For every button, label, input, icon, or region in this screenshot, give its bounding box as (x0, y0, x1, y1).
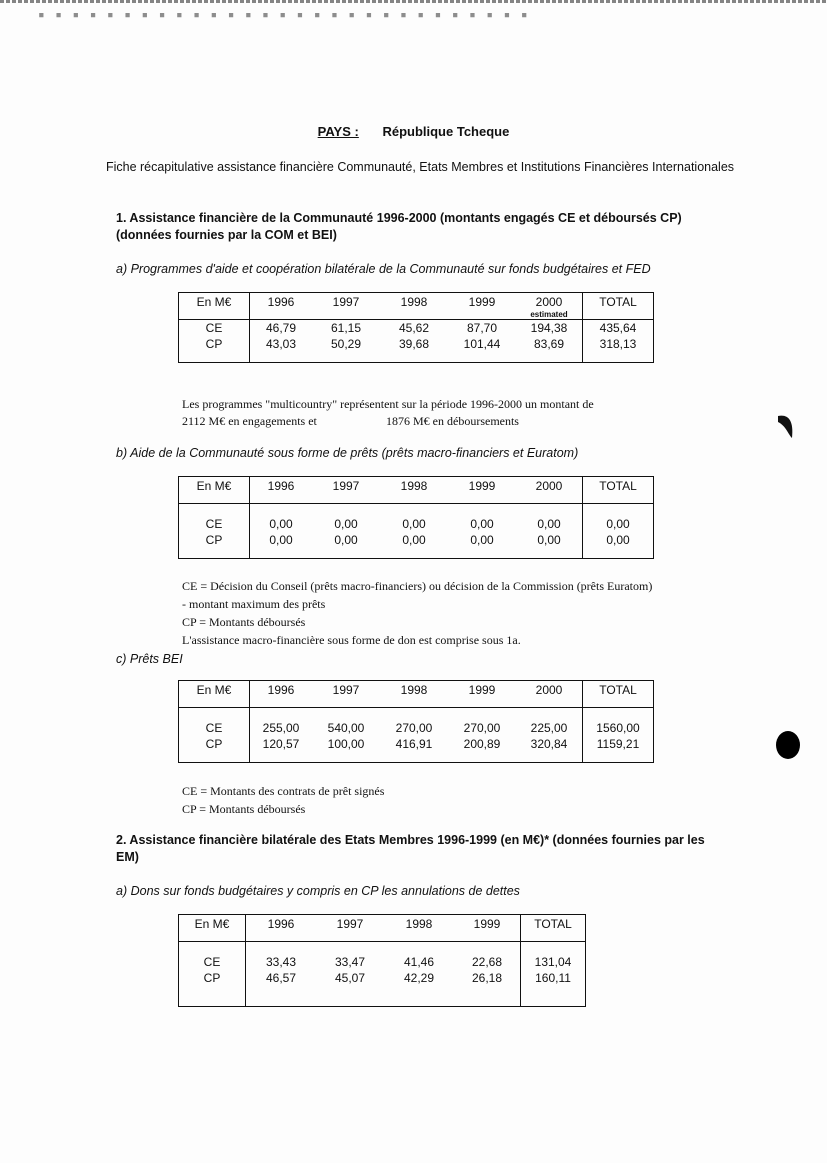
cell: 416,91 (395, 737, 433, 751)
pays-value: République Tcheque (382, 124, 510, 139)
cell: 0,00 (269, 533, 293, 547)
table-row (179, 954, 586, 970)
row-label: CP (179, 970, 246, 986)
table-row (179, 720, 654, 736)
cell: 45,62 (398, 321, 430, 335)
total-header: TOTAL (583, 477, 654, 504)
section1c-heading: c) Prêts BEI (116, 652, 183, 666)
total-header: TOTAL (583, 293, 654, 320)
table-row (179, 736, 654, 752)
punch-hole-mark (776, 731, 800, 759)
cell: 0,00 (402, 517, 426, 531)
fax-transmission-line (0, 0, 827, 3)
cell: 33,43 (265, 955, 297, 969)
cell: 200,89 (463, 737, 501, 751)
section2a-heading: a) Dons sur fonds budgétaires y compris en CP les annulations de dettes (116, 884, 520, 898)
cell: 0,00 (269, 517, 293, 531)
section1-heading: 1. Assistance financière de la Communauté 1996-2000 (montants engagés CE et déboursés CP) (données fournies par la COM et BEI) (116, 211, 682, 242)
cell: 0,00 (470, 533, 494, 547)
pays-label: PAYS : (317, 124, 359, 139)
year-header: 1997 (312, 293, 380, 320)
section2-heading: 2. Assistance financière bilatérale des Etats Membres 1996-1999 (en M€)* (données fournies par les EM) (116, 833, 705, 864)
year-header: 1996 (250, 681, 313, 708)
row-label: CP (179, 532, 250, 548)
table-header-row (179, 681, 654, 708)
year-header: 1998 (380, 477, 448, 504)
total-header: TOTAL (521, 915, 586, 942)
table-row (179, 320, 654, 337)
table-corner: En M€ (179, 681, 250, 708)
table-1a (178, 292, 654, 363)
cell: 46,79 (265, 321, 297, 335)
note-cp-definition: CP = Montants déboursés (182, 615, 306, 629)
cell: 225,00 (530, 721, 568, 735)
page-title (0, 124, 827, 139)
total-header: TOTAL (583, 681, 654, 708)
cell: 320,84 (530, 737, 568, 751)
table-1c (178, 680, 654, 763)
row-label: CP (179, 736, 250, 752)
total-cell: 160,11 (521, 970, 586, 986)
cell: 540,00 (327, 721, 365, 735)
year-header: 1999 (448, 681, 516, 708)
punch-hole-partial-mark (774, 412, 798, 442)
cell: 270,00 (395, 721, 433, 735)
cell: 270,00 (463, 721, 501, 735)
page-subtitle: Fiche récapitulative assistance financière Communauté, Etats Membres et Institutions Financières Internationales (105, 160, 735, 174)
cell: 100,00 (327, 737, 365, 751)
year-header: 1998 (380, 681, 448, 708)
cell: 0,00 (402, 533, 426, 547)
year-header: 1997 (312, 477, 380, 504)
table-corner: En M€ (179, 477, 250, 504)
multicountry-note-engagements: 2112 M€ en engagements et (182, 414, 317, 428)
row-label: CP (179, 336, 250, 352)
cell: 41,46 (403, 955, 435, 969)
cell: 0,00 (470, 517, 494, 531)
cell: 0,00 (334, 517, 358, 531)
year-header: 1996 (250, 293, 313, 320)
year-header: 2000 (516, 681, 583, 708)
cell: 39,68 (398, 337, 430, 351)
table-row (179, 970, 586, 986)
note-bei-cp: CP = Montants déboursés (182, 802, 306, 816)
row-label: CE (179, 516, 250, 532)
cell: 101,44 (463, 337, 501, 351)
table-2a (178, 914, 586, 1007)
table-header-row (179, 293, 654, 320)
year-label: 2000 (535, 295, 563, 309)
table-row (179, 336, 654, 352)
year-header: 2000 (516, 477, 583, 504)
note-macro-financiere: L'assistance macro-financière sous forme de don est comprise sous 1a. (182, 633, 521, 647)
year-header: 1997 (316, 915, 384, 942)
table-spacer-row (179, 352, 654, 363)
total-cell: 131,04 (521, 954, 586, 970)
note-ce-definition: CE = Décision du Conseil (prêts macro-financiers) ou décision de la Commission (prêts Euratom) (182, 579, 653, 593)
row-label: CE (179, 720, 250, 736)
cell: 42,29 (403, 971, 435, 985)
cell: 87,70 (466, 321, 498, 335)
cell: 0,00 (334, 533, 358, 547)
cell: 120,57 (262, 737, 300, 751)
table-header-row (179, 915, 586, 942)
year-header: 1999 (448, 477, 516, 504)
year-header: 1999 (454, 915, 521, 942)
cell: 83,69 (533, 337, 565, 351)
table-row (179, 532, 654, 548)
cell: 0,00 (537, 517, 561, 531)
cell: 22,68 (471, 955, 503, 969)
total-cell: 0,00 (583, 532, 654, 548)
table-corner: En M€ (179, 293, 250, 320)
cell: 26,18 (471, 971, 503, 985)
row-label: CE (179, 320, 250, 337)
total-cell: 318,13 (583, 336, 654, 352)
year-header: 1998 (384, 915, 454, 942)
year-header: 1996 (250, 477, 313, 504)
total-cell: 435,64 (583, 320, 654, 337)
table-header-row (179, 477, 654, 504)
table-corner: En M€ (179, 915, 246, 942)
year-header: 1999 (448, 293, 516, 320)
cell: 46,57 (265, 971, 297, 985)
year-header: 1996 (246, 915, 317, 942)
table-row (179, 516, 654, 532)
year-header: 1997 (312, 681, 380, 708)
estimated-note: estimated (530, 310, 568, 319)
multicountry-note-line1: Les programmes "multicountry" représentent sur la période 1996-2000 un montant de (182, 397, 594, 411)
cell: 61,15 (330, 321, 362, 335)
row-label: CE (179, 954, 246, 970)
total-cell: 1560,00 (583, 720, 654, 736)
total-cell: 1159,21 (583, 736, 654, 752)
cell: 50,29 (330, 337, 362, 351)
total-cell: 0,00 (583, 516, 654, 532)
section1b-heading: b) Aide de la Communauté sous forme de prêts (prêts macro-financiers et Euratom) (116, 446, 579, 460)
note-bei-ce: CE = Montants des contrats de prêt signés (182, 784, 385, 798)
multicountry-note-deboursements: 1876 M€ en déboursements (386, 414, 519, 428)
year-header: 1998 (380, 293, 448, 320)
table-1b (178, 476, 654, 559)
cell: 43,03 (265, 337, 297, 351)
fax-header-noise: ▪ ▪ ▪ ▪ ▪ ▪ ▪ ▪ ▪ ▪ ▪ ▪ ▪ ▪ ▪ ▪ ▪ ▪ ▪ ▪ ▪ ▪ ▪ ▪ ▪ ▪ ▪ ▪ ▪ (38, 8, 530, 21)
cell: 255,00 (262, 721, 300, 735)
cell: 33,47 (334, 955, 366, 969)
note-montant-maximum: - montant maximum des prêts (182, 597, 326, 611)
section1a-heading: a) Programmes d'aide et coopération bilatérale de la Communauté sur fonds budgétaires et FED (116, 262, 651, 276)
cell: 194,38 (530, 321, 568, 335)
cell: 0,00 (537, 533, 561, 547)
year-header-estimated (516, 293, 583, 320)
cell: 45,07 (334, 971, 366, 985)
